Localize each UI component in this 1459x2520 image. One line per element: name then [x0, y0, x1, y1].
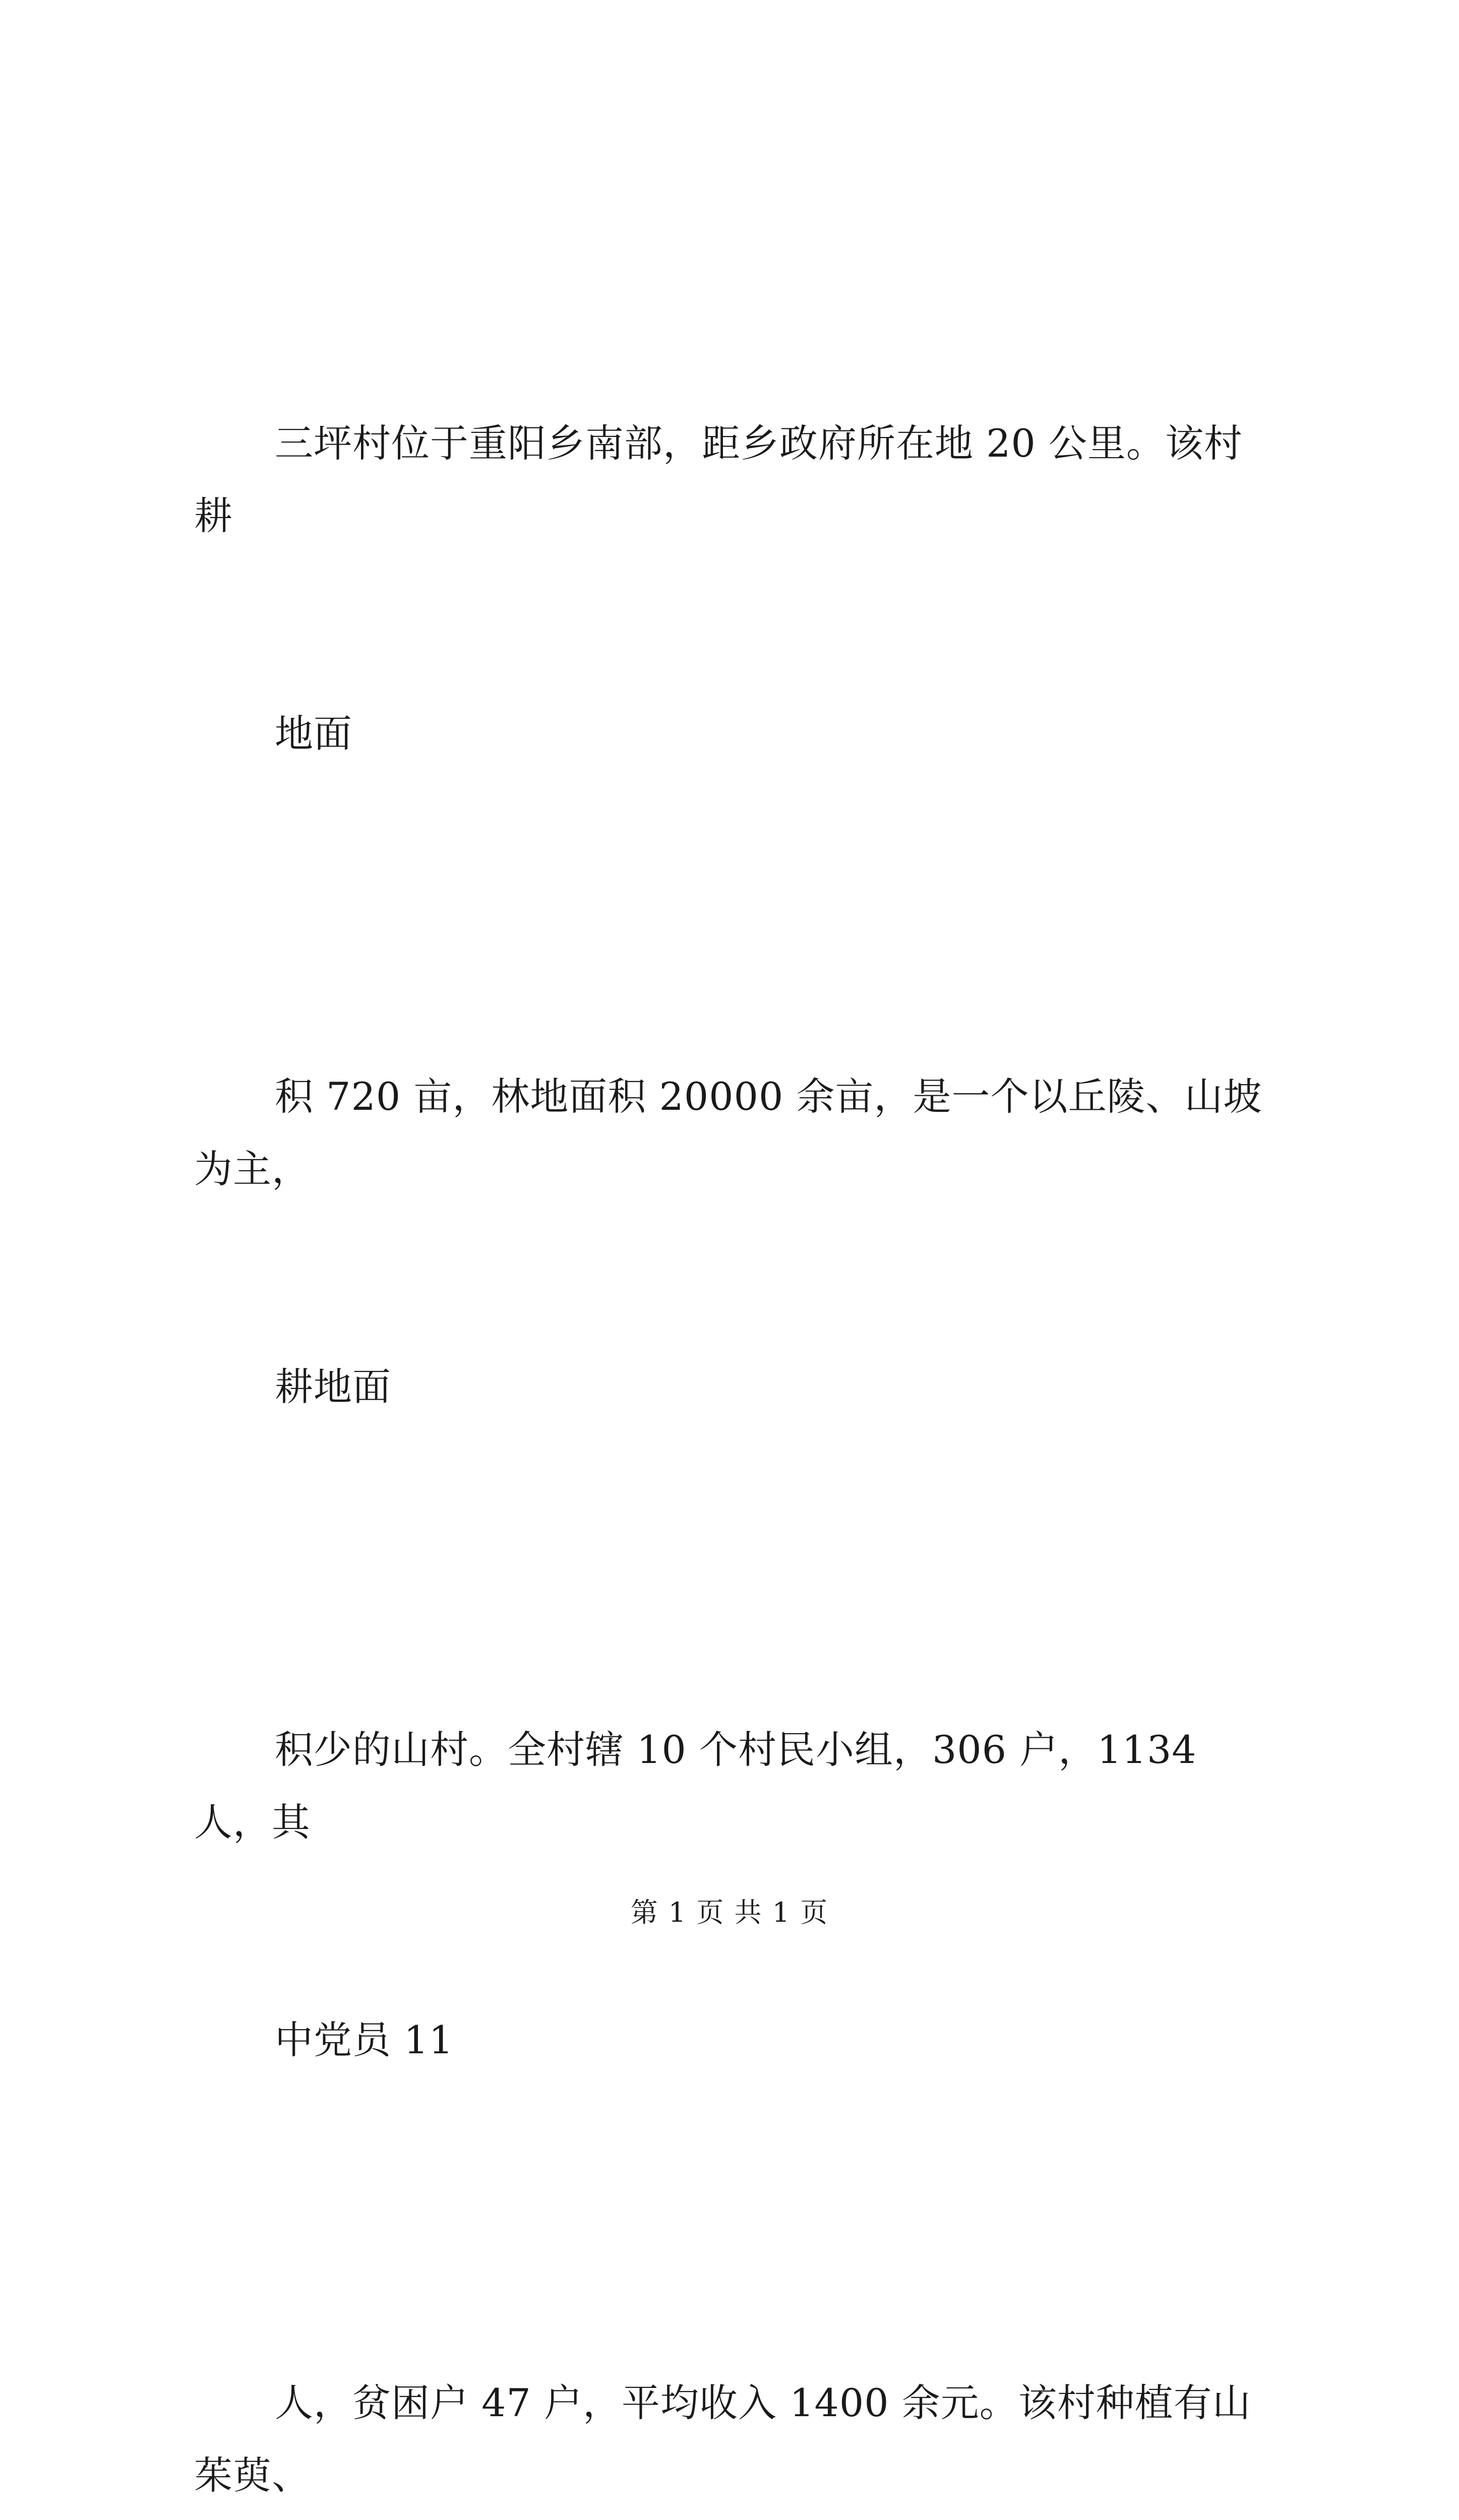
paragraph-1 — [194, 262, 1278, 915]
paragraph-line: 地面 — [275, 711, 352, 756]
document-body — [194, 262, 1278, 2520]
paragraph-line: 积 720 亩，林地面积 20000 余亩，是一个以丘陵、山坡为主， — [194, 1074, 1262, 1191]
paragraph-2 — [194, 915, 1278, 1568]
paragraph-line: 中党员 11 — [275, 2018, 454, 2062]
paragraph-line: 人，贫困户 47 户，平均收入 1400 余元。该村种植有山茱萸、 — [194, 2380, 1251, 2498]
paragraph-line: 积少的山村。全村辖 10 个村民小组，306 户，1134 人，其 — [194, 1727, 1209, 1845]
page-footer: 第 1 页 共 1 页 — [630, 1897, 829, 1928]
paragraph-line: 三坪村位于重阳乡南部，距乡政府所在地 20 公里。该村耕 — [194, 421, 1243, 538]
paragraph-4 — [194, 2222, 1278, 2520]
paragraph-line: 耕地面 — [275, 1364, 391, 1409]
